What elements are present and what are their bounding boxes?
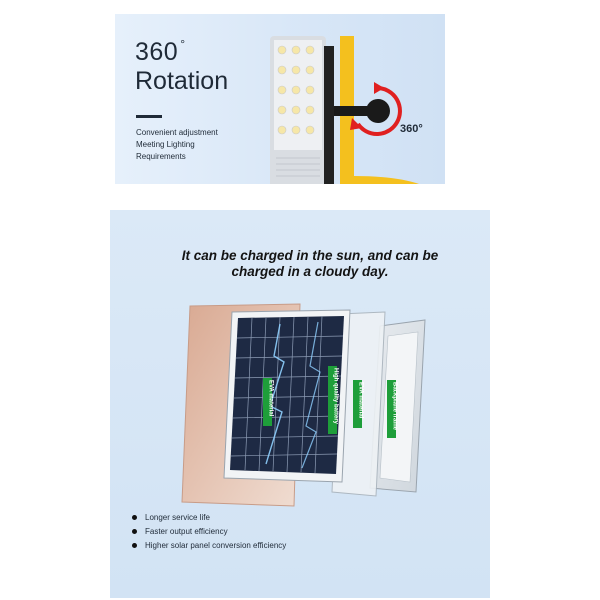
layer-tag-backplane	[387, 380, 398, 438]
layer-tag-eva-2	[353, 380, 364, 428]
feature-text: Faster output efficiency	[145, 526, 228, 536]
rotation-title-number: 360	[135, 38, 179, 66]
headline-line: charged in a cloudy day.	[231, 264, 389, 279]
degree-symbol: °	[180, 37, 186, 51]
svg-text:Backplane frame: Backplane frame	[391, 382, 398, 431]
rotation-description	[136, 127, 218, 163]
layer-tag-eva-1	[263, 378, 274, 426]
bullet-icon	[132, 543, 137, 548]
svg-text:EVA material: EVA material	[357, 382, 364, 419]
rotation-title	[135, 38, 228, 94]
rotation-desc-line: Convenient adjustment	[136, 128, 218, 137]
rotation-desc-line: Meeting Lighting	[136, 140, 195, 149]
feature-list	[132, 510, 286, 552]
svg-text:High quality battery: High quality battery	[332, 368, 339, 425]
rotation-banner	[115, 14, 445, 184]
layer-tag-battery	[328, 366, 339, 434]
rotation-angle-label: 360°	[400, 123, 423, 135]
headline-line: It can be charged in the sun, and can be	[181, 248, 439, 263]
solar-panel-layers-image	[170, 296, 450, 516]
solar-headline	[110, 248, 510, 280]
rotation-title-word: Rotation	[135, 67, 229, 95]
feature-item	[132, 538, 286, 552]
svg-text:EVA material: EVA material	[267, 380, 274, 417]
title-divider	[136, 115, 162, 118]
bullet-icon	[132, 515, 137, 520]
flood-light-image	[270, 36, 445, 184]
feature-item	[132, 510, 286, 524]
feature-item	[132, 524, 286, 538]
feature-text: Longer service life	[145, 512, 210, 522]
solar-panel-card	[110, 210, 490, 598]
feature-text: Higher solar panel conversion efficiency	[145, 540, 287, 550]
bullet-icon	[132, 529, 137, 534]
rotation-desc-line: Requirements	[136, 152, 186, 161]
